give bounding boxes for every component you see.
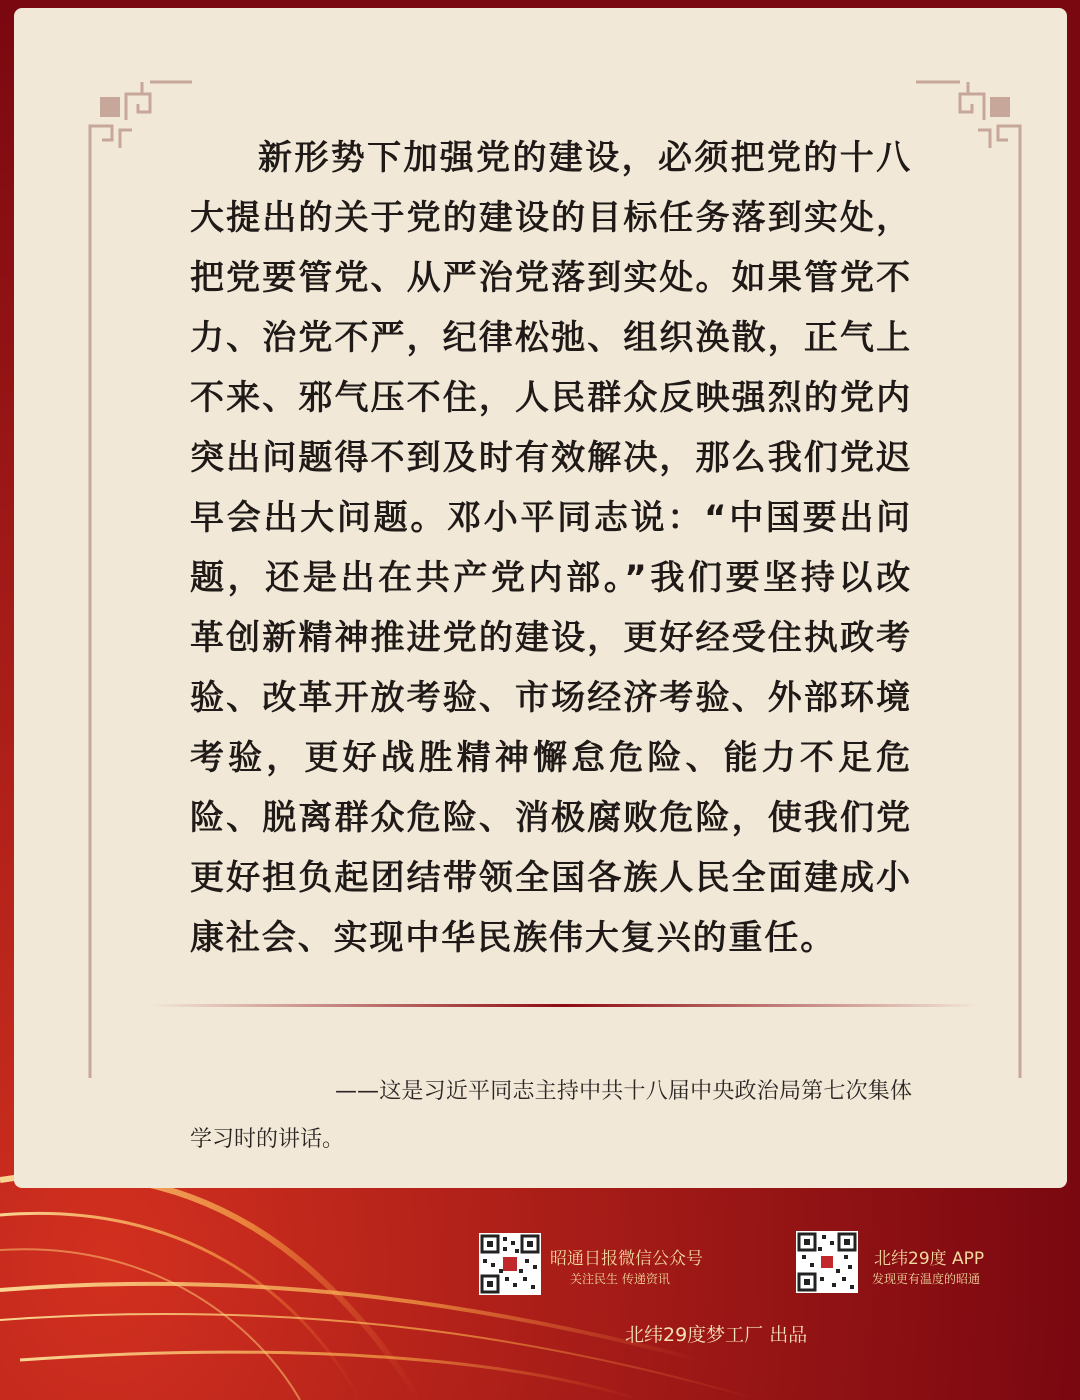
qr2-title: 北纬29度 APP: [874, 1249, 985, 1269]
corner-ornament-left: [90, 82, 192, 148]
quote-text: 新形势下加强党的建设，必须把党的十八大提出的关于党的建设的目标任务落到实处，把党要管党、从严治党落到实处。如果管党不力、治党不严，纪律松弛、组织涣散，正气上不来、邪气压不住，人民群众反映强烈的党内突出问题得不到及时有效解决，那么我们党迟早会出大问题。邓小平同志说：“中国要出问题，还是出在共产党内部。”我们要坚持以改革创新精神推进党的建设，更好经受住执政考验、改革开放考验、市场经济考验、外部环境考验，更好战胜精神懈怠危险、能力不足危险、脱离群众危险、消极腐败危险，使我们党更好担负起团结带领全国各族人民全面建成小康社会、实现中华民族伟大复兴的重任。: [190, 138, 912, 958]
qr1-subtitle: 关注民生 传递资讯: [570, 1272, 670, 1286]
qr1-title: 昭通日报微信公众号: [550, 1249, 703, 1269]
divider-line: [150, 1004, 980, 1007]
corner-ornament-right: [916, 82, 1020, 148]
qr2-subtitle: 发现更有温度的昭通: [872, 1272, 981, 1286]
qr-code-icon-zhaotong-wechat[interactable]: [479, 1233, 541, 1295]
producer-credit: 北纬29度梦工厂 出品: [625, 1324, 808, 1346]
qr-code-icon-beiwei-app[interactable]: [796, 1231, 858, 1293]
source-attribution: ——这是习近平同志主持中共十八届中央政治局第七次集体学习时的讲话。: [190, 1079, 912, 1152]
